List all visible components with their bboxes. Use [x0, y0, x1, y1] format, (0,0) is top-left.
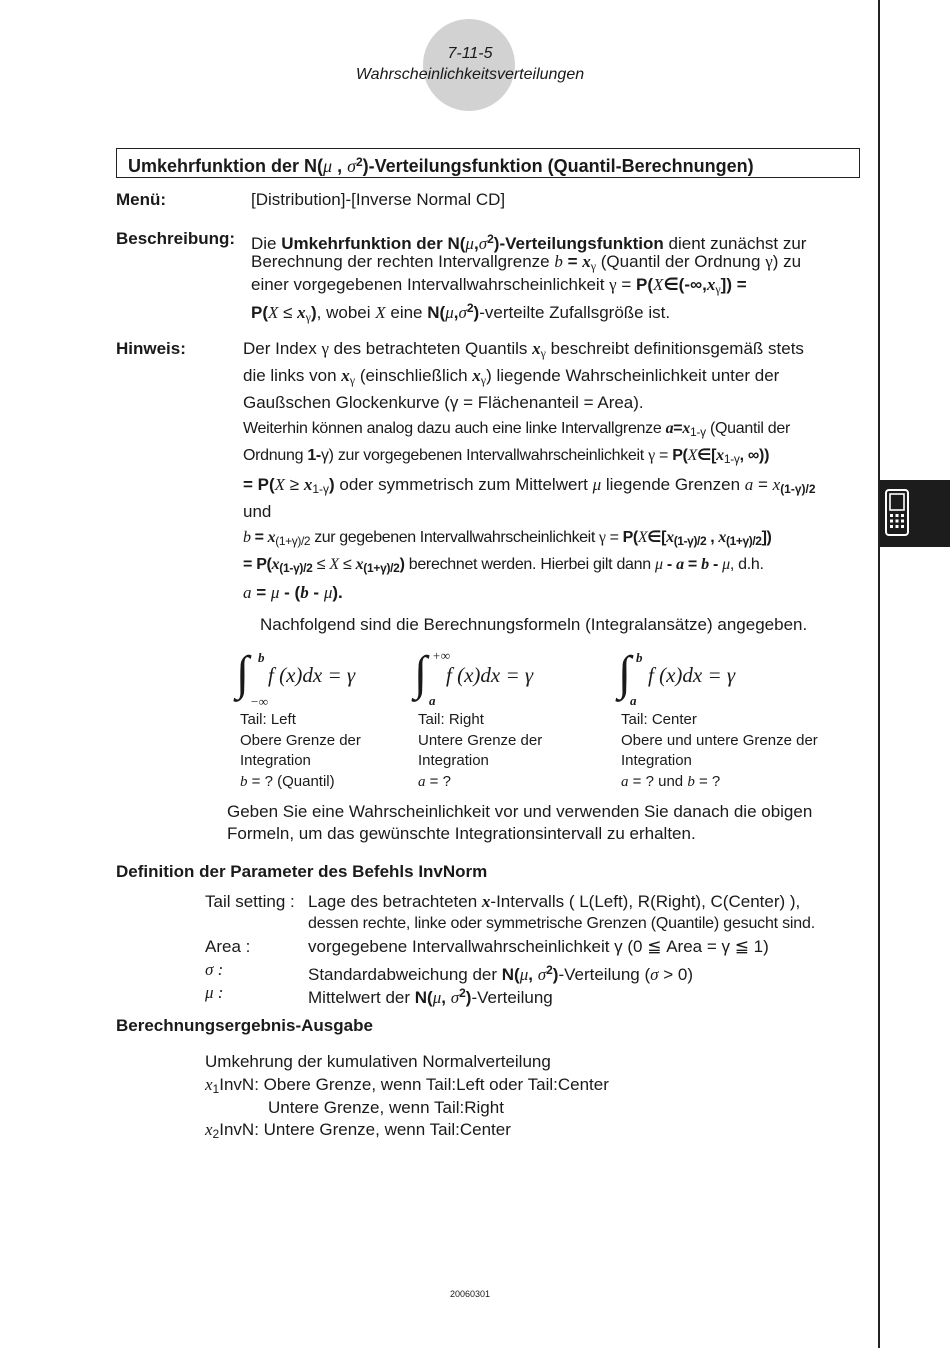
integral-upper-limit: b: [636, 650, 643, 665]
menu-value: [Distribution]-[Inverse Normal CD]: [251, 190, 506, 209]
mu-label: μ :: [205, 983, 224, 1002]
beschreibung-line-1: Die Umkehrfunktion der $N(\mu,\sigma^2)$-Verteilungsfunktion dient zunächst zur: [251, 232, 807, 253]
results-heading: Berechnungsergebnis-Ausgabe: [116, 1016, 373, 1035]
result-x1: $x_1InvN$: Obere Grenze, wenn Tail:Left oder Tail:Center: [205, 1075, 609, 1096]
formulas-intro: Nachfolgend sind die Berechnungsformeln (Integralansätze) angegeben.: [260, 615, 808, 634]
params-heading: Definition der Parameter des Befehls InvNorm: [116, 862, 488, 881]
hinweis-line-9: = $P(x_{(1-\gamma)/2} \le X \le x_{(1+\gamma)/2})$ berechnet werden. Hierbei gilt dann μ - a = b - μ, d.h.: [243, 556, 764, 575]
integral-lower-limit: a: [630, 693, 637, 708]
tail-setting-text-2: dessen rechte, linke oder symmetrische Grenzen (Quantile) gesucht sind.: [308, 915, 815, 932]
page-number: 7-11-5: [447, 45, 493, 62]
formulas-outro-2: Formeln, um das gewünschte Integrationsintervall zu erhalten.: [227, 824, 696, 843]
chapter-tab[interactable]: [880, 480, 950, 547]
footer-code: 20060301: [449, 1289, 491, 1299]
hinweis-line-10: a = μ - (b - μ).: [243, 583, 343, 602]
integral-upper-limit: b: [258, 650, 265, 665]
integral-lower-limit: −∞: [250, 694, 269, 709]
tail-center-column: Tail: Center Obere und untere Grenze der Integration a = ? und b = ?: [621, 711, 818, 790]
hinweis-line-7: und: [243, 502, 272, 521]
sigma-label: σ :: [205, 960, 224, 979]
hinweis-line-1: Der Index γ des betrachteten Quantils $x_\gamma$ beschreibt definitionsgemäß stets: [243, 339, 804, 360]
result-x2: $x_2InvN$: Untere Grenze, wenn Tail:Center: [205, 1120, 511, 1141]
hinweis-line-5: Ordnung 1-γ) zur vorgegebenen Intervallwahrscheinlichkeit $\gamma = P(X\in[x_{1-\gamma}$, ∞)): [243, 447, 770, 466]
header-circle: [423, 19, 515, 111]
hinweis-line-6: = $P(X \ge x_{1-\gamma})$ oder symmetrisch zum Mittelwert μ liegende Grenzen $a = x_{(1-\gamma)/2}$: [243, 475, 816, 496]
area-label: Area :: [205, 937, 251, 956]
hinweis-line-4: Weiterhin können analog dazu auch eine linke Intervallgrenze $a=x_{1-\gamma}$ (Quantil der: [243, 420, 790, 439]
chapter-title: Wahrscheinlichkeitsverteilungen: [355, 66, 585, 83]
integral-formula: f (x)dx = γ: [268, 663, 356, 687]
mu-text: Mittelwert der N(μ, $\sigma^2$)-Verteilung: [308, 986, 553, 1007]
hinweis-line-3: Gaußschen Glockenkurve (γ = Flächenanteil = Area).: [243, 393, 644, 412]
beschreibung-line-3: einer vorgegebenen Intervallwahrscheinlichkeit $\gamma = P(X\in(-\infty,x_\gamma])$ =: [251, 275, 747, 296]
hinweis-label: Hinweis:: [116, 339, 186, 358]
results-intro: Umkehrung der kumulativen Normalverteilung: [205, 1052, 551, 1071]
beschreibung-line-2: Berechnung der rechten Intervallgrenze $b = x_\gamma$ (Quantil der Ordnung γ) zu: [251, 252, 802, 273]
tail-setting-label: Tail setting :: [205, 892, 295, 911]
beschreibung-line-4: $P(X \le x_\gamma)$, wobei X eine $N(\mu,\sigma^2)$-verteilte Zufallsgröße ist.: [251, 301, 671, 324]
section-title: Umkehrfunktion der N(μ , $\sigma^2$)-Verteilungsfunktion (Quantil-Berechnungen): [128, 155, 754, 176]
hinweis-line-8: $b = x_{(1+\gamma)/2}$ zur gegebenen Intervallwahrscheinlichkeit $\gamma = P(X\in[x_{(1-\gamma)/2}$ , $x_{(1+\gamma)/2}$]): [243, 529, 772, 548]
beschreibung-label: Beschreibung:: [116, 229, 236, 248]
area-text: vorgegebene Intervallwahrscheinlichkeit γ (0 ≦ Area = γ ≦ 1): [308, 937, 769, 956]
result-x1-right: Untere Grenze, wenn Tail:Right: [268, 1098, 504, 1117]
integral-lower-limit: a: [429, 693, 436, 708]
integral-sign: ∫: [414, 647, 428, 700]
formulas-outro-1: Geben Sie eine Wahrscheinlichkeit vor und verwenden Sie danach die obigen: [227, 802, 813, 821]
tail-setting-text: Lage des betrachteten x-Intervalls ( L(Left), R(Right), C(Center) ),: [308, 892, 801, 911]
tail-left-column: Tail: Left Obere Grenze der Integration b = ? (Quantil): [240, 711, 361, 790]
integral-sign: ∫: [618, 647, 632, 700]
hinweis-line-2: die links von $x_\gamma$ (einschließlich $x_\gamma$) liegende Wahrscheinlichkeit unter der: [243, 366, 780, 387]
integral-sign: ∫: [236, 647, 250, 700]
margin-line: [878, 0, 880, 1348]
integral-upper-limit: +∞: [432, 648, 451, 663]
integral-formula: f (x)dx = γ: [648, 663, 736, 687]
sigma-text: Standardabweichung der N(μ, $\sigma^2$)-Verteilung (σ > 0): [308, 963, 694, 984]
calculator-icon: [880, 480, 950, 547]
tail-right-column: Tail: Right Untere Grenze der Integration a = ?: [418, 711, 543, 790]
menu-label: Menü:: [116, 190, 167, 209]
integral-formula: f (x)dx = γ: [446, 663, 534, 687]
